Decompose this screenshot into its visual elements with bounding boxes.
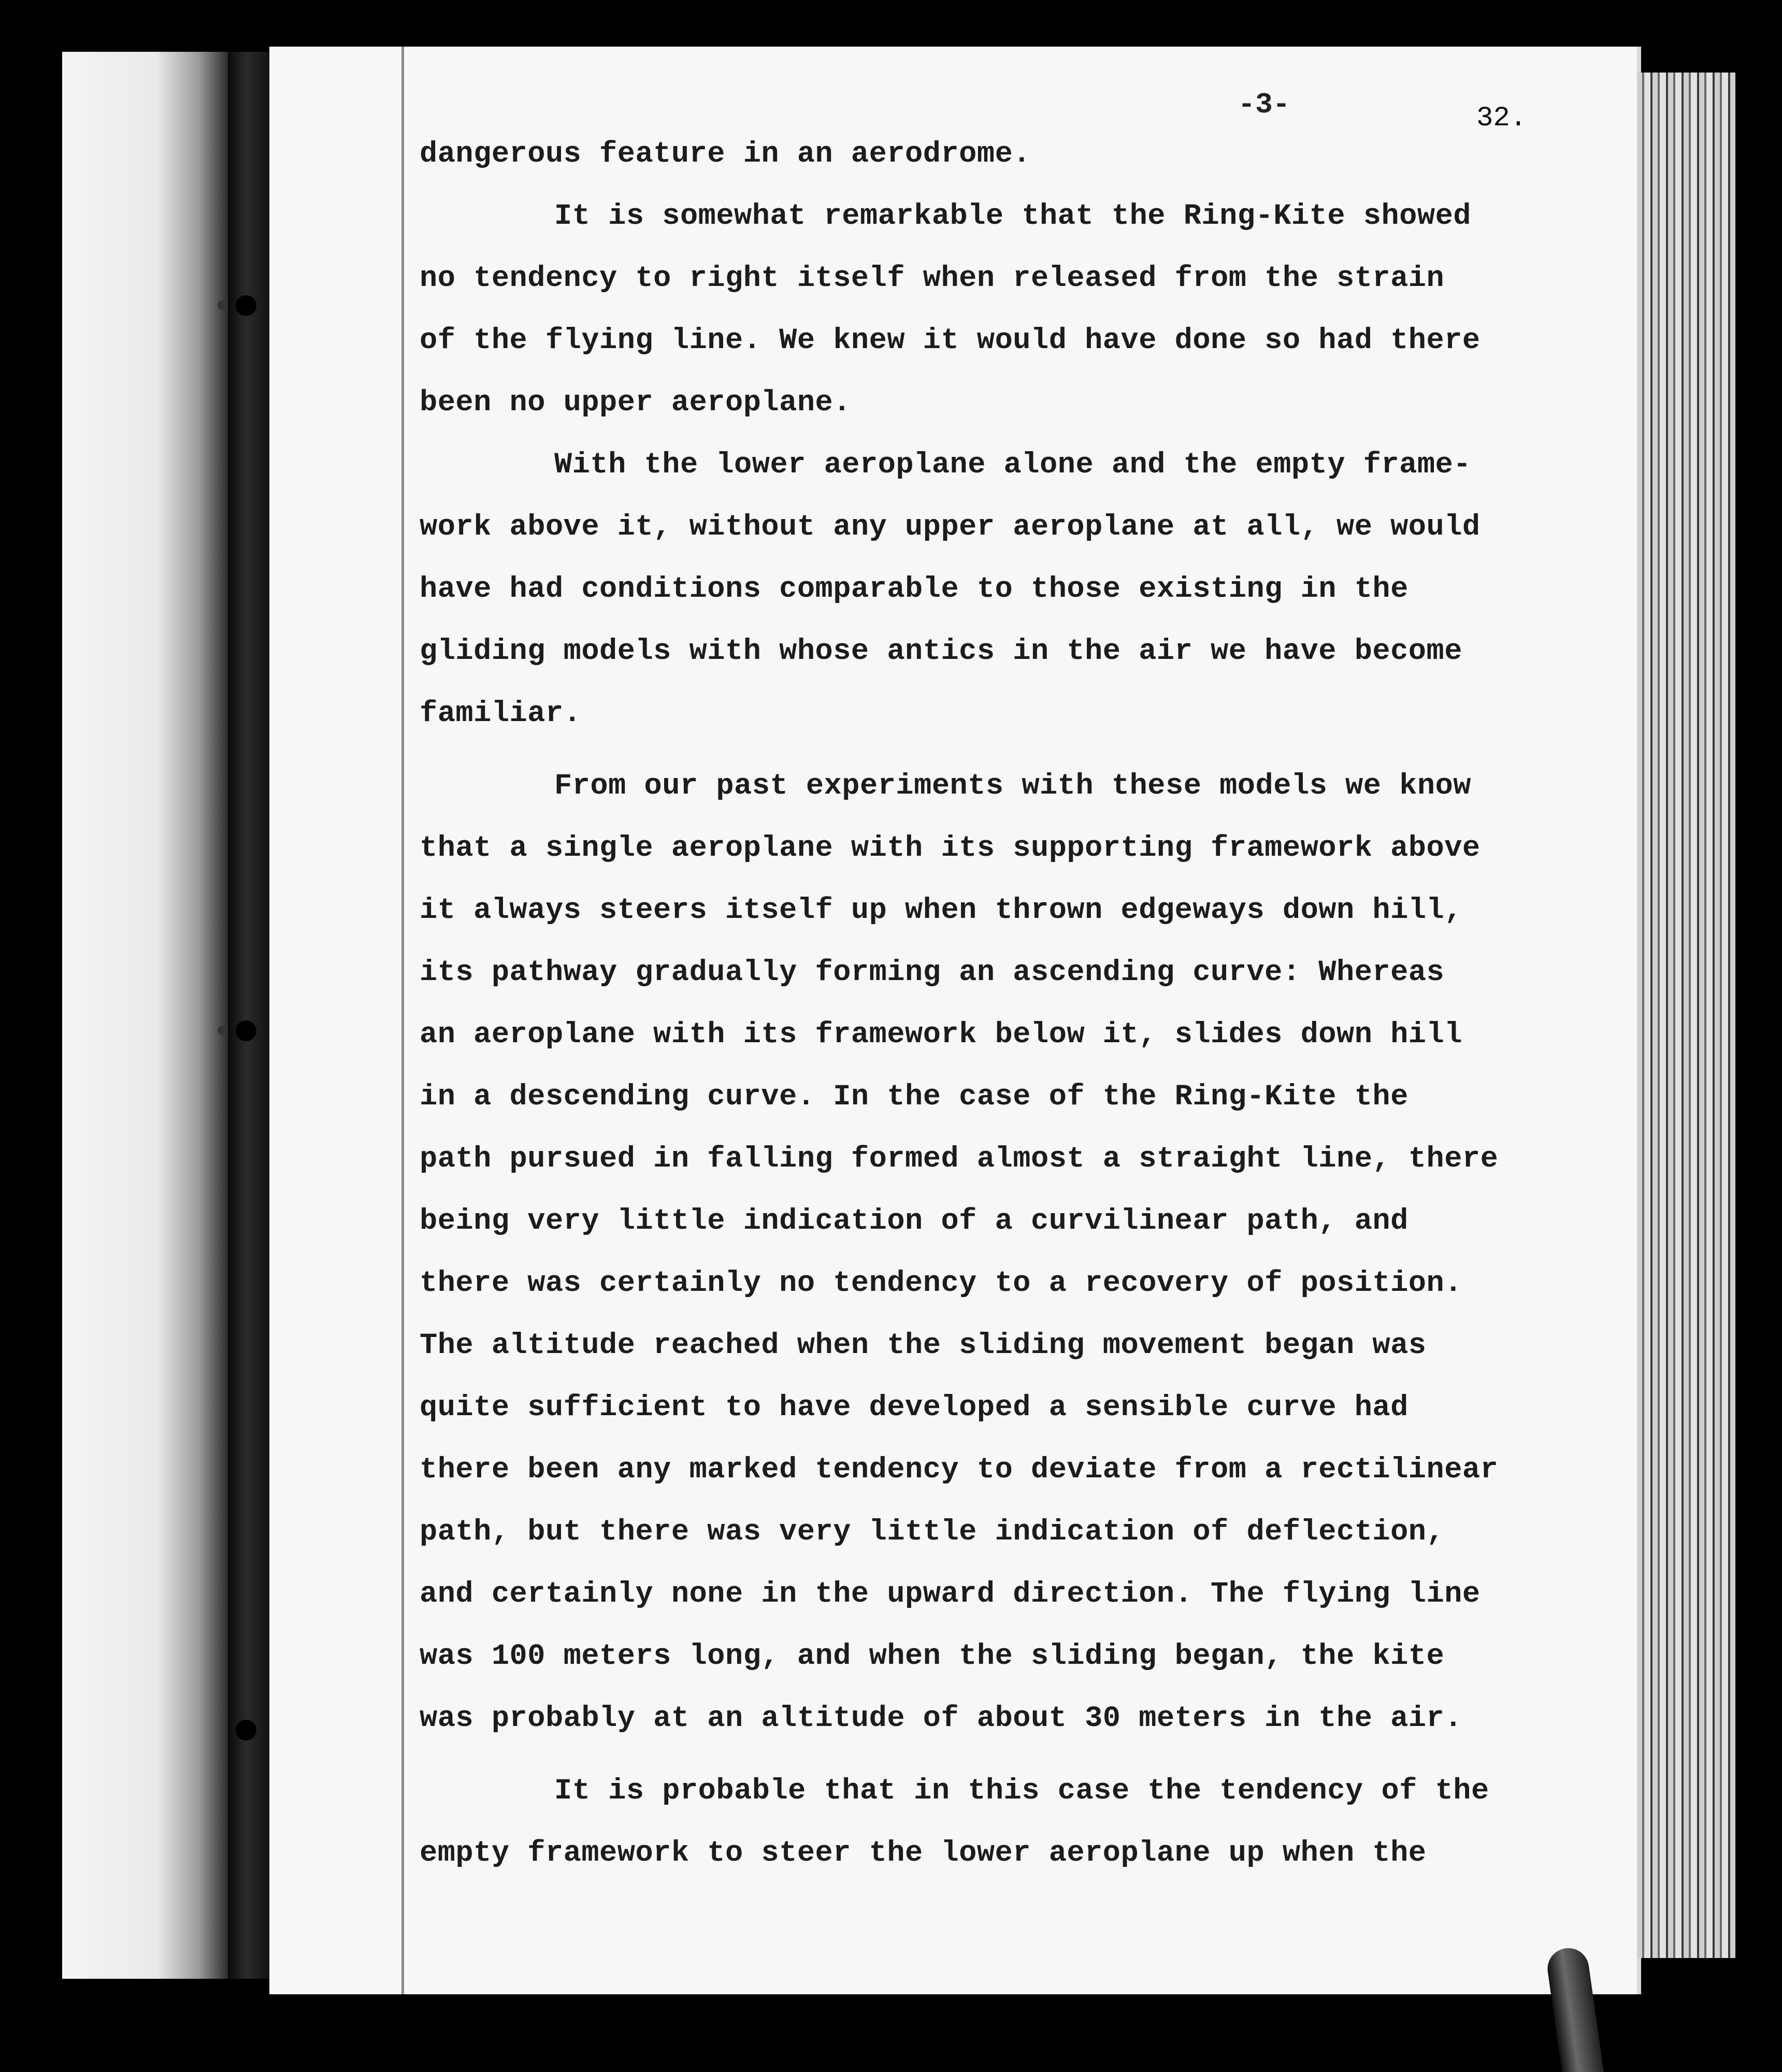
- text-line: have had conditions comparable to those existing in the: [420, 573, 1409, 606]
- text-line: there was certainly no tendency to a recovery of position.: [420, 1267, 1462, 1300]
- text-line: being very little indication of a curvilinear path, and: [420, 1205, 1409, 1238]
- text-line: familiar.: [420, 697, 582, 730]
- margin-rule: [401, 47, 404, 1994]
- text-line: From our past experiments with these models we know: [554, 770, 1471, 803]
- text-line: no tendency to right itself when released from the strain: [420, 262, 1445, 295]
- binder-dot: [218, 1026, 227, 1035]
- typed-page: [269, 47, 1641, 1994]
- page-number: -3-: [1238, 88, 1290, 121]
- page-stack-edge: [1637, 73, 1735, 1958]
- text-line: With the lower aeroplane alone and the empty frame-: [554, 449, 1471, 482]
- text-line: its pathway gradually forming an ascending curve: Whereas: [420, 956, 1445, 989]
- text-line: quite sufficient to have developed a sensible curve had: [420, 1391, 1409, 1424]
- text-line: was 100 meters long, and when the sliding began, the kite: [420, 1640, 1445, 1673]
- text-line: work above it, without any upper aeroplane at all, we would: [420, 511, 1481, 544]
- text-line: that a single aeroplane with its supporting framework above: [420, 832, 1481, 865]
- binder-hole: [236, 1020, 256, 1041]
- text-line: and certainly none in the upward direction. The flying line: [420, 1578, 1481, 1611]
- text-line: path, but there was very little indication of deflection,: [420, 1516, 1445, 1549]
- text-line: was probably at an altitude of about 30 meters in the air.: [420, 1702, 1462, 1735]
- text-line: it always steers itself up when thrown edgeways down hill,: [420, 894, 1462, 927]
- binder-hole: [236, 295, 256, 316]
- text-line: path pursued in falling formed almost a straight line, there: [420, 1143, 1499, 1176]
- book-gutter: [228, 52, 275, 1979]
- left-page-edge: [62, 52, 233, 1979]
- text-line: of the flying line. We knew it would have done so had there: [420, 324, 1481, 357]
- binder-hole: [236, 1720, 256, 1740]
- binder-dot: [218, 300, 227, 310]
- text-line: gliding models with whose antics in the air we have become: [420, 635, 1462, 668]
- text-line: been no upper aeroplane.: [420, 386, 851, 420]
- text-line: empty framework to steer the lower aeroplane up when the: [420, 1837, 1427, 1870]
- text-line: in a descending curve. In the case of the Ring-Kite the: [420, 1081, 1409, 1114]
- text-line: an aeroplane with its framework below it, slides down hill: [420, 1018, 1462, 1052]
- text-line: It is somewhat remarkable that the Ring-Kite showed: [554, 200, 1471, 233]
- text-line: The altitude reached when the sliding movement began was: [420, 1329, 1427, 1362]
- text-line: dangerous feature in an aerodrome.: [420, 138, 1031, 171]
- text-line: there been any marked tendency to deviate from a rectilinear: [420, 1454, 1499, 1487]
- text-line: It is probable that in this case the tendency of the: [554, 1775, 1489, 1808]
- folio-number: 32.: [1476, 103, 1527, 134]
